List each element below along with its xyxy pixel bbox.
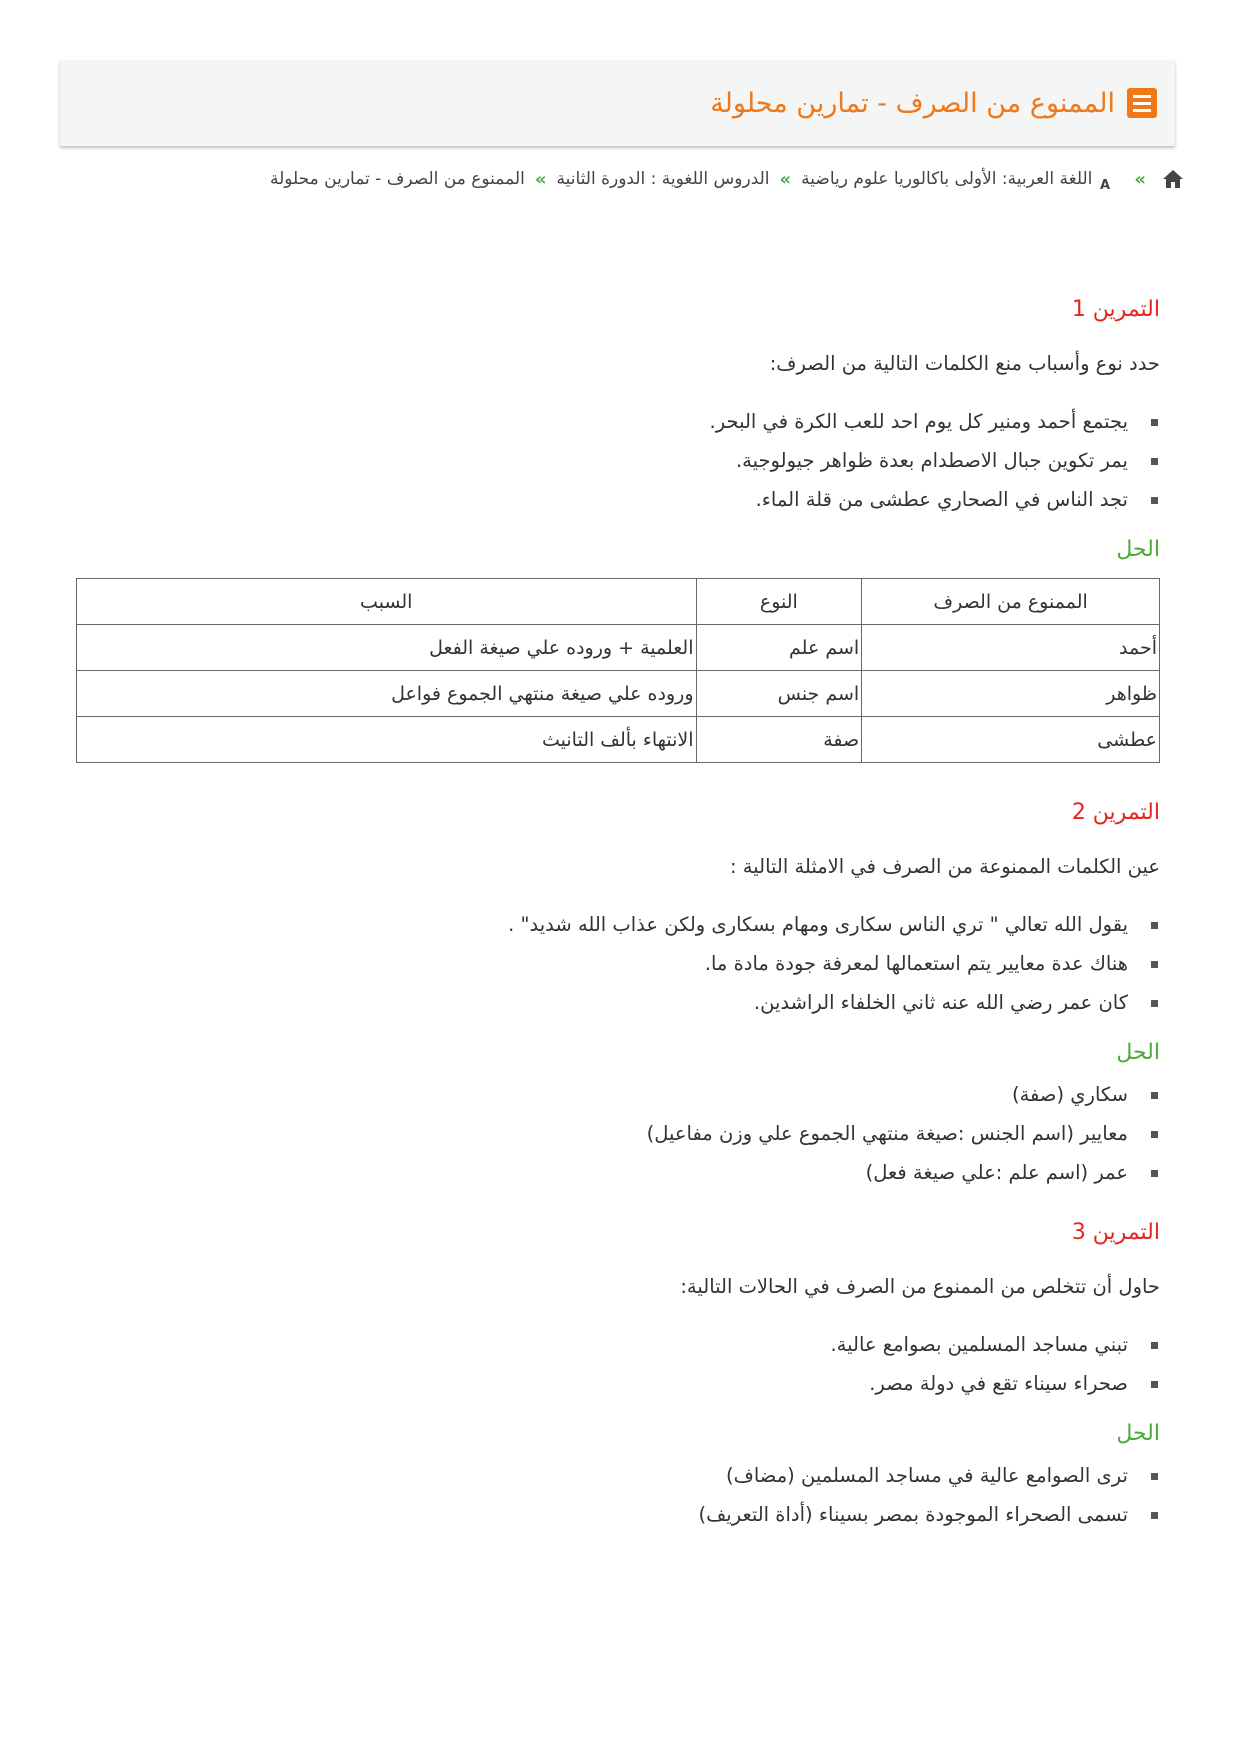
table-cell: اسم جنس bbox=[696, 671, 862, 717]
translate-icon bbox=[1098, 168, 1124, 190]
svg-text:A: A bbox=[1100, 178, 1111, 190]
solution-title: الحل bbox=[1116, 1040, 1160, 1065]
breadcrumb-link-arabic-language[interactable]: اللغة العربية: الأولى باكالوريا علوم رياضية bbox=[801, 169, 1093, 189]
table-header: النوع bbox=[696, 579, 862, 625]
exercise-2 bbox=[76, 799, 1160, 1219]
exercise-question: حاول أن تتخلص من الممنوع من الصرف في الحالات التالية: bbox=[680, 1275, 1160, 1298]
list-item: عمر (اسم علم :علي صيغة فعل) bbox=[76, 1159, 1160, 1187]
list-item: صحراء سيناء تقع في دولة مصر. bbox=[76, 1370, 1160, 1398]
exercise-title: التمرين 2 bbox=[1071, 800, 1160, 825]
solution-list bbox=[76, 1081, 1160, 1187]
table-cell: عطشى bbox=[862, 717, 1160, 763]
svg-text:文 bbox=[1098, 170, 1099, 185]
table-row bbox=[77, 717, 1160, 763]
home-icon[interactable] bbox=[1162, 169, 1184, 189]
table-header-row bbox=[77, 579, 1160, 625]
table-cell: صفة bbox=[696, 717, 862, 763]
page-header bbox=[60, 60, 1175, 146]
table-cell: أحمد bbox=[862, 625, 1160, 671]
breadcrumb-current-page: الممنوع من الصرف - تمارين محلولة bbox=[269, 169, 525, 189]
exercise-3 bbox=[76, 1219, 1160, 1529]
table-row bbox=[77, 625, 1160, 671]
exercise-title: التمرين 1 bbox=[1071, 297, 1160, 322]
breadcrumb-separator: » bbox=[534, 168, 547, 190]
table-cell: اسم علم bbox=[696, 625, 862, 671]
list-item: تبني مساجد المسلمين بصوامع عالية. bbox=[76, 1331, 1160, 1359]
exercise-question: حدد نوع وأسباب منع الكلمات التالية من الصرف: bbox=[769, 352, 1160, 375]
list-item: يجتمع أحمد ومنير كل يوم احد للعب الكرة في البحر. bbox=[76, 408, 1160, 436]
table-cell: الانتهاء بألف التانيث bbox=[77, 717, 697, 763]
table-cell: وروده علي صيغة منتهي الجموع فواعل bbox=[77, 671, 697, 717]
exercise-title: التمرين 3 bbox=[1071, 1220, 1160, 1245]
list-item: يقول الله تعالي " تري الناس سكارى ومهام بسكارى ولكن عذاب الله شديد" . bbox=[76, 911, 1160, 939]
main-content bbox=[76, 296, 1160, 1551]
breadcrumb-separator: » bbox=[1134, 168, 1146, 190]
breadcrumb bbox=[270, 168, 1184, 190]
document-icon bbox=[1127, 88, 1157, 118]
table-header: الممنوع من الصرف bbox=[862, 579, 1160, 625]
exercise-question: عين الكلمات الممنوعة من الصرف في الامثلة التالية : bbox=[730, 855, 1160, 878]
list-item: تجد الناس في الصحاري عطشى من قلة الماء. bbox=[76, 486, 1160, 514]
list-item: ترى الصوامع عالية في مساجد المسلمين (مضاف) bbox=[76, 1462, 1160, 1490]
list-item: هناك عدة معايير يتم استعمالها لمعرفة جودة مادة ما. bbox=[76, 950, 1160, 978]
list-item: سكاري (صفة) bbox=[76, 1081, 1160, 1109]
list-item: معايير (اسم الجنس :صيغة منتهي الجموع علي وزن مفاعيل) bbox=[76, 1120, 1160, 1148]
breadcrumb-separator: » bbox=[779, 168, 792, 190]
solution-list bbox=[76, 1462, 1160, 1529]
exercise-1 bbox=[76, 296, 1160, 763]
solution-table bbox=[76, 578, 1160, 763]
table-cell: ظواهر bbox=[862, 671, 1160, 717]
table-cell: العلمية + وروده علي صيغة الفعل bbox=[77, 625, 697, 671]
list-item: تسمى الصحراء الموجودة بمصر بسيناء (أداة التعريف) bbox=[76, 1501, 1160, 1529]
list-item: كان عمر رضي الله عنه ثاني الخلفاء الراشدين. bbox=[76, 989, 1160, 1017]
breadcrumb-link-linguistic-lessons[interactable]: الدروس اللغوية : الدورة الثانية bbox=[556, 169, 770, 189]
list-item: يمر تكوين جبال الاصطدام بعدة ظواهر جيولوجية. bbox=[76, 447, 1160, 475]
exercise-sentence-list bbox=[76, 911, 1160, 1017]
table-header: السبب bbox=[77, 579, 697, 625]
page-title: الممنوع من الصرف - تمارين محلولة bbox=[710, 87, 1115, 119]
solution-title: الحل bbox=[1116, 537, 1160, 562]
exercise-sentence-list bbox=[76, 1331, 1160, 1398]
solution-title: الحل bbox=[1116, 1421, 1160, 1446]
table-row bbox=[77, 671, 1160, 717]
exercise-sentence-list bbox=[76, 408, 1160, 514]
